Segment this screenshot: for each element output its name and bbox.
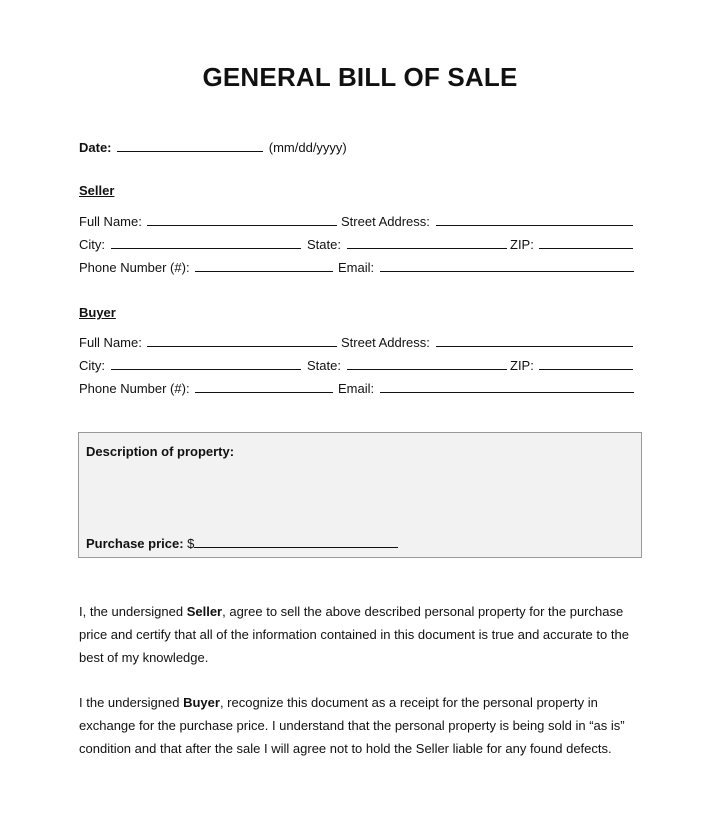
buyer-statement-line-3: condition and that after the sale I will agree not to hold the Seller liable for any found defects. — [79, 741, 612, 756]
seller-zip-label: ZIP: — [510, 237, 534, 252]
buyer-city-row — [79, 357, 303, 374]
buyer-phone-label: Phone Number (#): — [79, 381, 190, 396]
seller-statement-line-2: price and certify that all of the information contained in this document is true and accurate to the — [79, 627, 629, 642]
seller-state-row — [307, 236, 509, 253]
document-title: GENERAL BILL OF SALE — [202, 62, 518, 92]
seller-zip-field[interactable] — [539, 236, 633, 249]
seller-street-address-label: Street Address: — [341, 214, 430, 229]
buyer-full-name-field[interactable] — [147, 334, 337, 347]
seller-email-field[interactable] — [380, 259, 634, 272]
buyer-phone-field[interactable] — [195, 380, 333, 393]
seller-statement-line-1 — [79, 600, 649, 623]
seller-street-address-row — [341, 213, 635, 230]
seller-statement-line-3: best of my knowledge. — [79, 650, 209, 665]
seller-statement — [79, 600, 649, 669]
purchase-price-field[interactable] — [194, 535, 398, 548]
buyer-statement-line-2: exchange for the purchase price. I understand that the personal property is being sold in “as is” — [79, 718, 625, 733]
seller-statement-line-1-rest: , agree to sell the above described personal property for the purchase — [222, 604, 624, 619]
buyer-statement-line-1 — [79, 691, 649, 714]
seller-phone-field[interactable] — [195, 259, 333, 272]
buyer-statement-line-1-rest: , recognize this document as a receipt for the personal property in — [219, 695, 598, 710]
seller-zip-row — [510, 236, 635, 253]
seller-state-field[interactable] — [347, 236, 507, 249]
seller-statement-role: Seller — [186, 604, 223, 619]
buyer-city-field[interactable] — [111, 357, 301, 370]
buyer-state-label: State: — [307, 358, 341, 373]
buyer-street-address-row — [341, 334, 635, 351]
buyer-heading: Buyer — [79, 305, 116, 320]
buyer-full-name-row — [79, 334, 339, 351]
seller-street-address-field[interactable] — [436, 213, 633, 226]
buyer-zip-field[interactable] — [539, 357, 633, 370]
buyer-statement — [79, 691, 649, 760]
seller-email-row — [338, 259, 636, 276]
purchase-price-row — [86, 535, 400, 551]
seller-city-field[interactable] — [111, 236, 301, 249]
buyer-city-label: City: — [79, 358, 105, 373]
buyer-email-label: Email: — [338, 381, 375, 396]
date-format-hint: (mm/dd/yyyy) — [268, 140, 347, 155]
seller-statement-prefix: I, the undersigned — [79, 604, 187, 619]
buyer-statement-prefix: I the undersigned — [79, 695, 184, 710]
date-label: Date: — [79, 140, 112, 155]
currency-symbol: $ — [187, 536, 195, 551]
buyer-email-field[interactable] — [380, 380, 634, 393]
seller-city-label: City: — [79, 237, 105, 252]
seller-full-name-field[interactable] — [147, 213, 337, 226]
buyer-phone-row — [79, 380, 335, 397]
buyer-full-name-label: Full Name: — [79, 335, 142, 350]
buyer-statement-role: Buyer — [183, 695, 220, 710]
buyer-street-address-label: Street Address: — [341, 335, 430, 350]
seller-full-name-label: Full Name: — [79, 214, 142, 229]
seller-phone-label: Phone Number (#): — [79, 260, 190, 275]
purchase-price-label: Purchase price: — [86, 536, 184, 551]
buyer-email-row — [338, 380, 636, 397]
buyer-state-field[interactable] — [347, 357, 507, 370]
buyer-street-address-field[interactable] — [436, 334, 633, 347]
seller-email-label: Email: — [338, 260, 375, 275]
seller-phone-row — [79, 259, 335, 276]
seller-heading: Seller — [79, 183, 115, 198]
buyer-zip-row — [510, 357, 635, 374]
property-description-field[interactable] — [86, 463, 632, 523]
buyer-state-row — [307, 357, 509, 374]
date-row — [79, 139, 347, 156]
seller-city-row — [79, 236, 303, 253]
property-box — [78, 432, 642, 558]
seller-full-name-row — [79, 213, 339, 230]
date-field[interactable] — [117, 139, 263, 152]
buyer-zip-label: ZIP: — [510, 358, 534, 373]
seller-state-label: State: — [307, 237, 341, 252]
property-description-label: Description of property: — [86, 444, 235, 459]
